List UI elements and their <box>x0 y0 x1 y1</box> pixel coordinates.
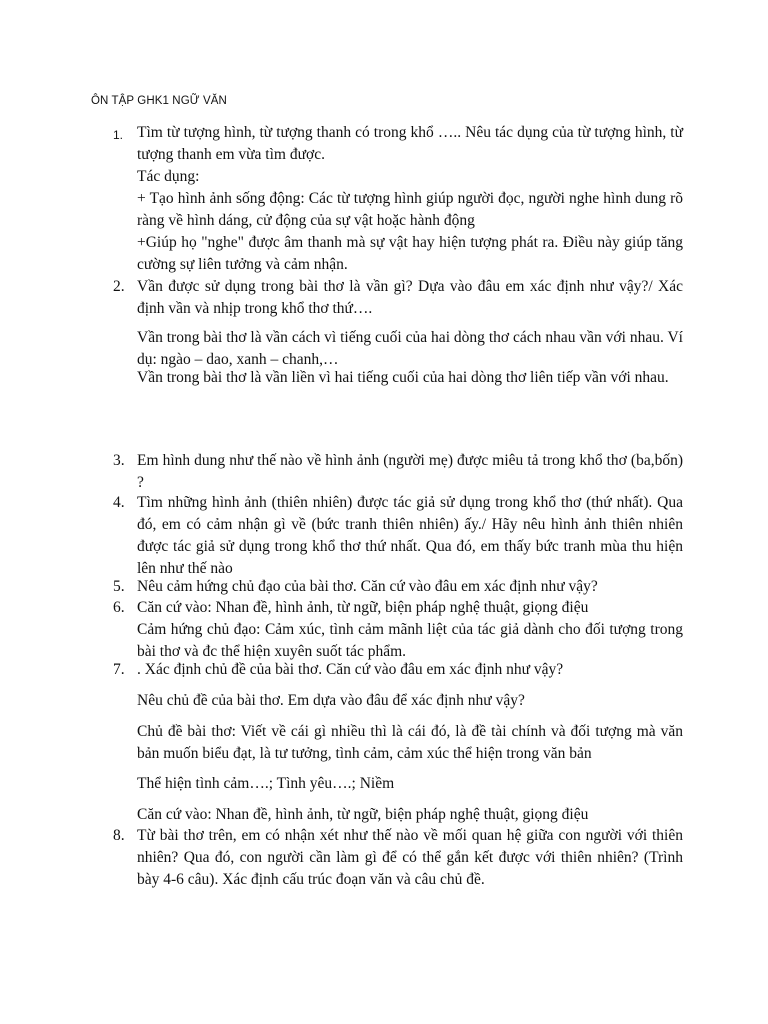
answer-line: Căn cứ vào: Nhan đề, hình ảnh, từ ngữ, biện pháp nghệ thuật, giọng điệu <box>137 806 589 823</box>
question-number: 2. <box>113 278 125 295</box>
question-8 <box>113 825 683 891</box>
question-1 <box>113 122 683 276</box>
question-text: Vần được sử dụng trong bài thơ là vần gì? Dựa vào đâu em xác định như vậy?/ Xác định vần và nhịp trong khổ thơ thứ…. <box>137 278 683 317</box>
answer-line: Thể hiện tình cảm….; Tình yêu….; Niềm <box>137 775 395 792</box>
effect-point: + Tạo hình ảnh sống động: Các từ tượng hình giúp người đọc, người nghe hình dung rõ ràng về hình dáng, cử động của sự vật hoặc hành động <box>137 190 683 229</box>
document-title: ÔN TẬP GHK1 NGỮ VĂN <box>91 95 227 107</box>
question-number: 4. <box>113 494 125 511</box>
question-5 <box>113 576 683 598</box>
question-text: Tìm những hình ảnh (thiên nhiên) được tác giả sử dụng trong khổ thơ (thứ nhất). Qua đó, em có cảm nhận gì về (bức tranh thiên nhiên) ấy./ Hãy nêu hình ảnh thiên nhiên được tác giả sử dụng trong khổ thơ thứ nhất. Qua đó, em thấy bức tranh mùa thu hiện lên như thế nào <box>137 494 683 577</box>
answer-paragraph: Chủ đề bài thơ: Viết về cái gì nhiều thì là cái đó, là đề tài chính và đối tượng mà văn bản muốn biểu đạt, là tư tưởng, tình cảm, cảm xúc thể hiện trong văn bản <box>137 723 683 762</box>
question-number: 6. <box>113 599 125 616</box>
question-number: 8. <box>113 827 125 844</box>
question-text: . Xác định chủ đề của bài thơ. Căn cứ vào đâu em xác định như vậy? <box>137 661 564 678</box>
effect-point: +Giúp họ "nghe" được âm thanh mà sự vật hay hiện tượng phát ra. Điều này giúp tăng cường sự liên tưởng và cảm nhận. <box>137 234 683 273</box>
question-number: 3. <box>113 452 125 469</box>
question-text: Từ bài thơ trên, em có nhận xét như thế nào về mối quan hệ giữa con người với thiên nhiên? Qua đó, con người cần làm gì để có thể gắn kết được với thiên nhiên? (Trình bày 4-6 câu). Xác định cấu trúc đoạn văn và câu chủ đề. <box>137 827 683 888</box>
question-number: 5. <box>113 578 125 595</box>
question-number: 7. <box>113 661 125 678</box>
question-text: Căn cứ vào: Nhan đề, hình ảnh, từ ngữ, biện pháp nghệ thuật, giọng điệu <box>137 599 589 616</box>
question-text: Nêu cảm hứng chủ đạo của bài thơ. Căn cứ vào đâu em xác định như vậy? <box>137 578 598 595</box>
question-7 <box>113 659 683 681</box>
answer-paragraph: Vần trong bài thơ là vần liền vì hai tiếng cuối của hai dòng thơ liên tiếp vần với nhau. <box>137 369 669 386</box>
answer-paragraph: Vần trong bài thơ là vần cách vì tiếng cuối của hai dòng thơ cách nhau vần với nhau. Ví dụ: ngào – dao, xanh – chanh,… <box>137 329 683 368</box>
answer-text: Cảm hứng chủ đạo: Cảm xúc, tình cảm mãnh liệt của tác giả dành cho đối tượng trong bài thơ và đc thể hiện xuyên suốt tác phẩm. <box>137 621 683 660</box>
answer-line: Nêu chủ đề của bài thơ. Em dựa vào đâu để xác định như vậy? <box>137 692 525 709</box>
question-text: Tìm từ tượng hình, từ tượng thanh có trong khổ ….. Nêu tác dụng của từ tượng hình, từ tượng thanh em vừa tìm được. <box>137 124 683 163</box>
question-6 <box>113 597 683 663</box>
question-4 <box>113 492 683 580</box>
question-text: Em hình dung như thế nào về hình ảnh (người mẹ) được miêu tả trong khổ thơ (ba,bốn) ? <box>137 452 683 491</box>
question-2 <box>113 276 683 320</box>
question-3 <box>113 450 683 494</box>
question-number: 1. <box>113 128 124 142</box>
effect-label: Tác dụng: <box>137 168 200 185</box>
